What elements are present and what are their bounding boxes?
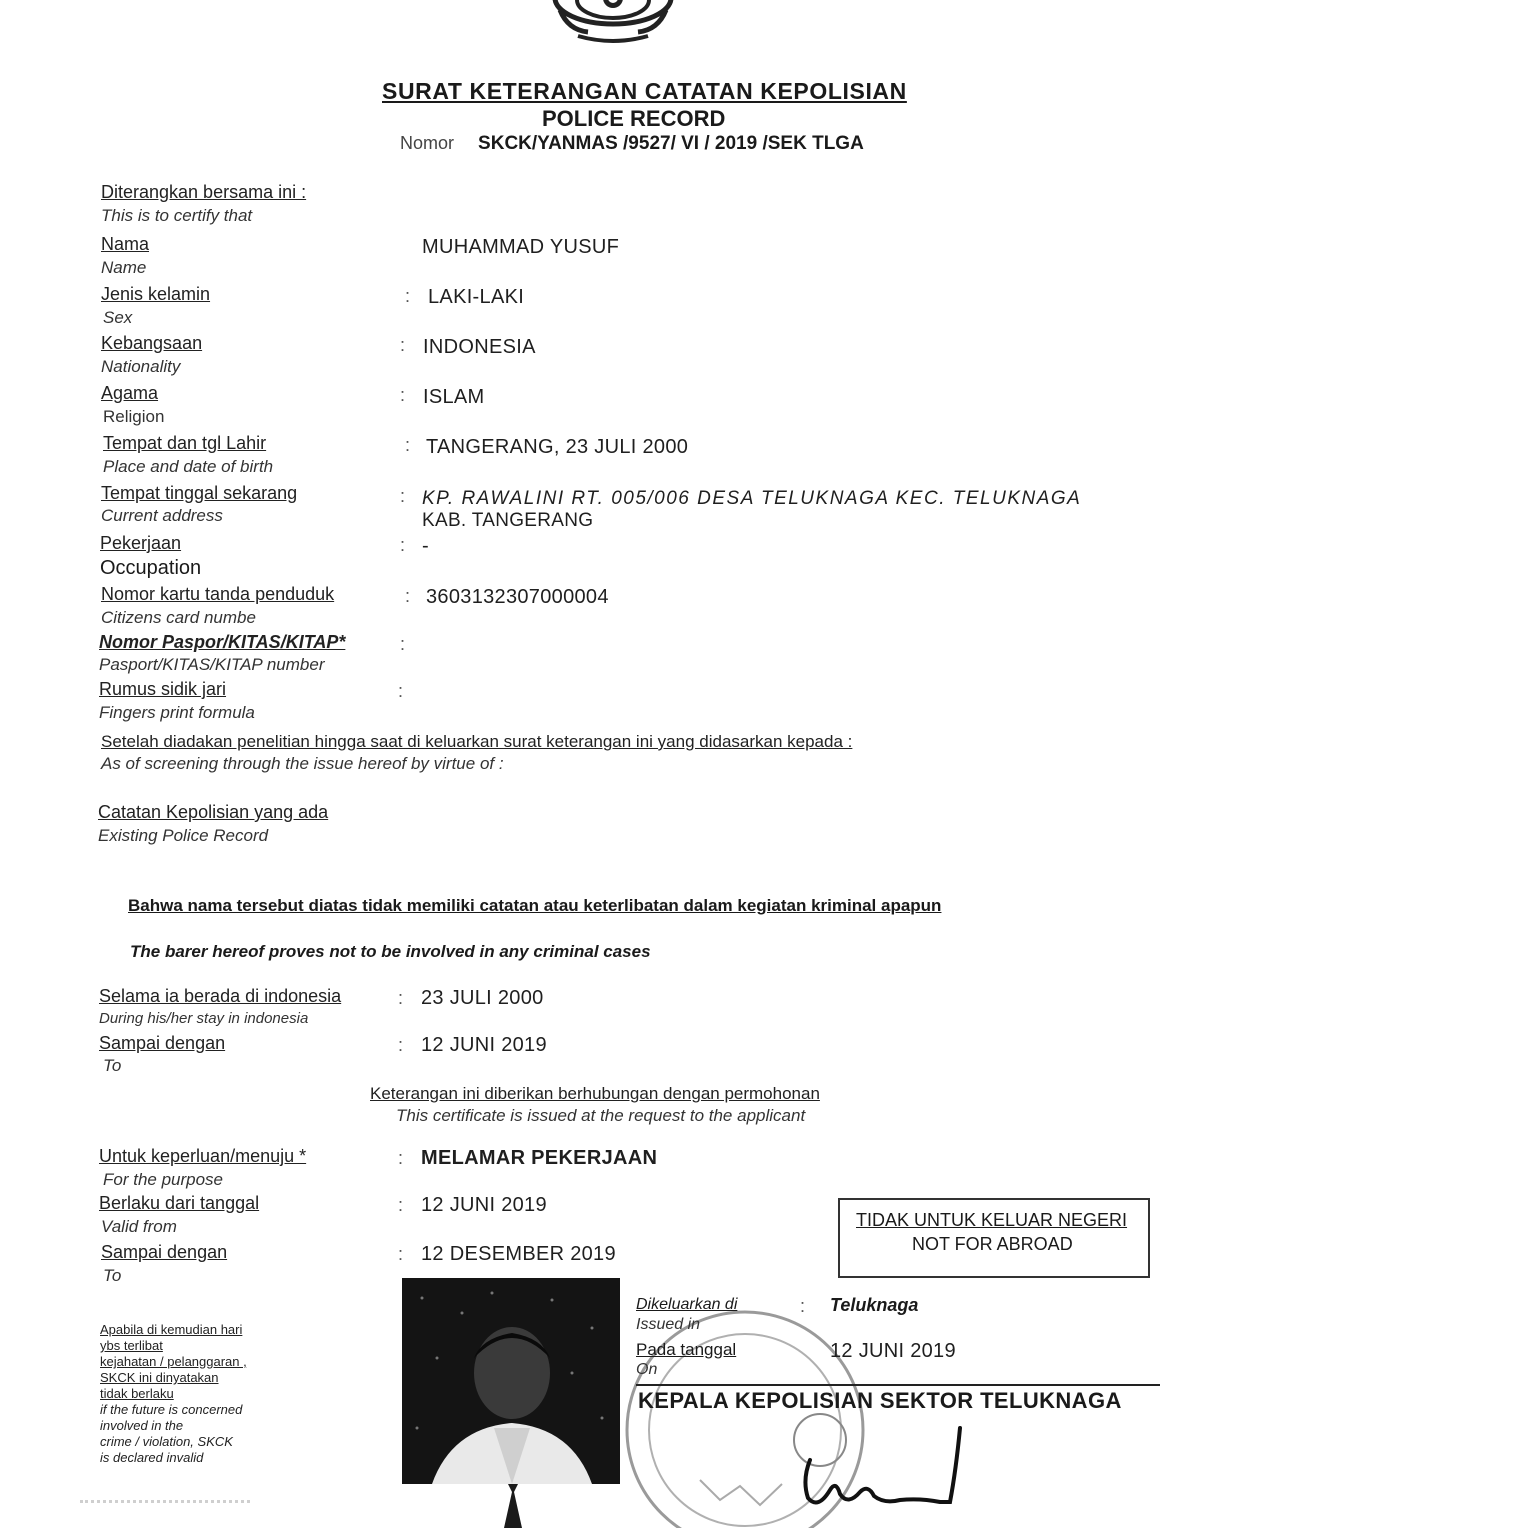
footnote-block [100, 1322, 247, 1466]
stay-label-from: Selama ia berada di indonesia [99, 986, 342, 1006]
field-value-nationality: INDONESIA [423, 336, 536, 358]
footnote-line: kejahatan / pelanggaran , [100, 1354, 247, 1369]
document-number [400, 133, 864, 155]
field-label-occupation-en: Occupation [100, 557, 202, 579]
purpose-value: MELAMAR PEKERJAAN [421, 1147, 658, 1169]
field-label-name: Nama [101, 234, 150, 254]
valid-to-label-en: To [103, 1266, 122, 1285]
field-label-birth-en: Place and date of birth [103, 457, 274, 476]
field-label-id-number-en: Citizens card numbe [101, 608, 256, 627]
valid-to-value: 12 DESEMBER 2019 [421, 1243, 616, 1265]
field-label-sex-en: Sex [103, 308, 133, 327]
field-colon: : [400, 634, 406, 654]
issued-place-label-en: Issued in [636, 1316, 701, 1333]
applicant-photo [402, 1278, 620, 1484]
not-for-abroad-line2: NOT FOR ABROAD [912, 1234, 1073, 1254]
field-value-religion: ISLAM [423, 386, 485, 408]
field-colon: : [405, 286, 411, 306]
field-colon: : [800, 1296, 806, 1316]
issued-divider [636, 1384, 1160, 1386]
field-label-passport: Nomor Paspor/KITAS/KITAP* [99, 632, 346, 652]
field-colon: : [400, 486, 406, 506]
field-colon: : [398, 1035, 404, 1055]
field-value-address: KP. RAWALINI RT. 005/006 DESA TELUKNAGA KEC. TELUKNAGA [422, 488, 1082, 509]
issued-date-value: 12 JUNI 2019 [830, 1340, 956, 1362]
faint-stamp-fragment [80, 1500, 250, 1529]
field-colon: : [398, 681, 404, 701]
footnote-line: SKCK ini dinyatakan [100, 1370, 219, 1385]
field-label-religion: Agama [101, 383, 159, 403]
document-title: SURAT KETERANGAN CATATAN KEPOLISIAN [382, 78, 907, 104]
number-label: Nomor [400, 133, 455, 153]
field-label-address: Tempat tinggal sekarang [101, 483, 298, 503]
field-value-id-number: 3603132307000004 [426, 586, 609, 608]
issued-place-value: Teluknaga [830, 1295, 919, 1315]
purpose-label-en: For the purpose [103, 1170, 224, 1189]
field-colon: : [398, 1195, 404, 1215]
certificate-note-en: This certificate is issued at the request to the applicant [396, 1106, 806, 1125]
field-colon: : [398, 988, 404, 1008]
footnote-line-en: involved in the [100, 1418, 184, 1433]
record-label-en: Existing Police Record [98, 826, 269, 845]
field-value-occupation: - [422, 535, 429, 557]
field-label-religion-en: Religion [103, 407, 165, 426]
valid-from-label: Berlaku dari tanggal [99, 1193, 260, 1213]
field-colon: : [400, 385, 406, 405]
field-label-occupation: Pekerjaan [100, 533, 182, 553]
field-label-nationality-en: Nationality [101, 357, 181, 376]
stay-label-from-en: During his/her stay in indonesia [99, 1010, 309, 1027]
field-label-fingerprint: Rumus sidik jari [99, 679, 227, 699]
stay-value-from: 23 JULI 2000 [421, 987, 544, 1009]
stay-label-to: Sampai dengan [99, 1033, 226, 1053]
field-colon: : [398, 1244, 404, 1264]
footnote-line-en: if the future is concerned [100, 1402, 243, 1417]
field-label-birth: Tempat dan tgl Lahir [103, 433, 267, 453]
field-colon: : [400, 535, 406, 555]
statement-text-en: The barer hereof proves not to be involved in any criminal cases [130, 942, 651, 961]
field-label-fingerprint-en: Fingers print formula [99, 703, 255, 722]
field-label-address-en: Current address [101, 506, 223, 525]
certificate-note: Keterangan ini diberikan berhubungan dengan permohonan [370, 1084, 820, 1103]
field-value-address-line2: KAB. TANGERANG [422, 510, 594, 531]
purpose-label: Untuk keperluan/menuju * [99, 1146, 307, 1166]
field-label-nationality: Kebangsaan [101, 333, 203, 353]
valid-to-label: Sampai dengan [101, 1242, 228, 1262]
statement-text: Bahwa nama tersebut diatas tidak memiliki catatan atau keterlibatan dalam kegiatan kriminal apapun [128, 896, 942, 915]
valid-from-value: 12 JUNI 2019 [421, 1194, 547, 1216]
stay-label-to-en: To [103, 1056, 122, 1075]
official-signature [790, 1420, 980, 1525]
field-label-name-en: Name [101, 258, 147, 277]
field-value-birth: TANGERANG, 23 JULI 2000 [426, 436, 689, 458]
screening-text-en: As of screening through the issue hereof by virtue of : [101, 754, 504, 773]
field-value-name: MUHAMMAD YUSUF [422, 236, 620, 258]
field-label-id-number: Nomor kartu tanda penduduk [101, 584, 335, 604]
footnote-line-en: crime / violation, SKCK [100, 1434, 233, 1449]
police-emblem [548, 0, 678, 46]
field-colon: : [405, 435, 411, 455]
field-colon: : [405, 586, 411, 606]
intro-label: Diterangkan bersama ini : [101, 182, 307, 202]
not-for-abroad-box [838, 1198, 1150, 1278]
issued-date-label-en: On [636, 1361, 658, 1378]
document-subtitle: POLICE RECORD [542, 106, 726, 131]
not-for-abroad-line1: TIDAK UNTUK KELUAR NEGERI [856, 1210, 1128, 1230]
footnote-line-en: is declared invalid [100, 1450, 204, 1465]
number-value: SKCK/YANMAS /9527/ VI / 2019 /SEK TLGA [478, 133, 864, 154]
photo-tie-mark [498, 1484, 528, 1533]
issued-date-label: Pada tanggal [636, 1340, 737, 1359]
field-label-sex: Jenis kelamin [101, 284, 211, 304]
footnote-line: tidak berlaku [100, 1386, 174, 1401]
field-colon: : [398, 1148, 404, 1168]
footnote-line: ybs terlibat [100, 1338, 163, 1353]
field-value-sex: LAKI-LAKI [428, 286, 525, 308]
intro-label-en: This is to certify that [101, 206, 253, 225]
valid-from-label-en: Valid from [101, 1217, 177, 1236]
field-label-passport-en: Pasport/KITAS/KITAP number [99, 655, 325, 674]
field-colon: : [400, 335, 406, 355]
footnote-line: Apabila di kemudian hari [100, 1322, 243, 1337]
issuing-authority: KEPALA KEPOLISIAN SEKTOR TELUKNAGA [638, 1388, 1122, 1413]
issued-place-label: Dikeluarkan di [636, 1296, 738, 1313]
record-label: Catatan Kepolisian yang ada [98, 802, 329, 822]
screening-text: Setelah diadakan penelitian hingga saat di keluarkan surat keterangan ini yang didasarkan kepada : [101, 732, 853, 751]
stay-value-to: 12 JUNI 2019 [421, 1034, 547, 1056]
